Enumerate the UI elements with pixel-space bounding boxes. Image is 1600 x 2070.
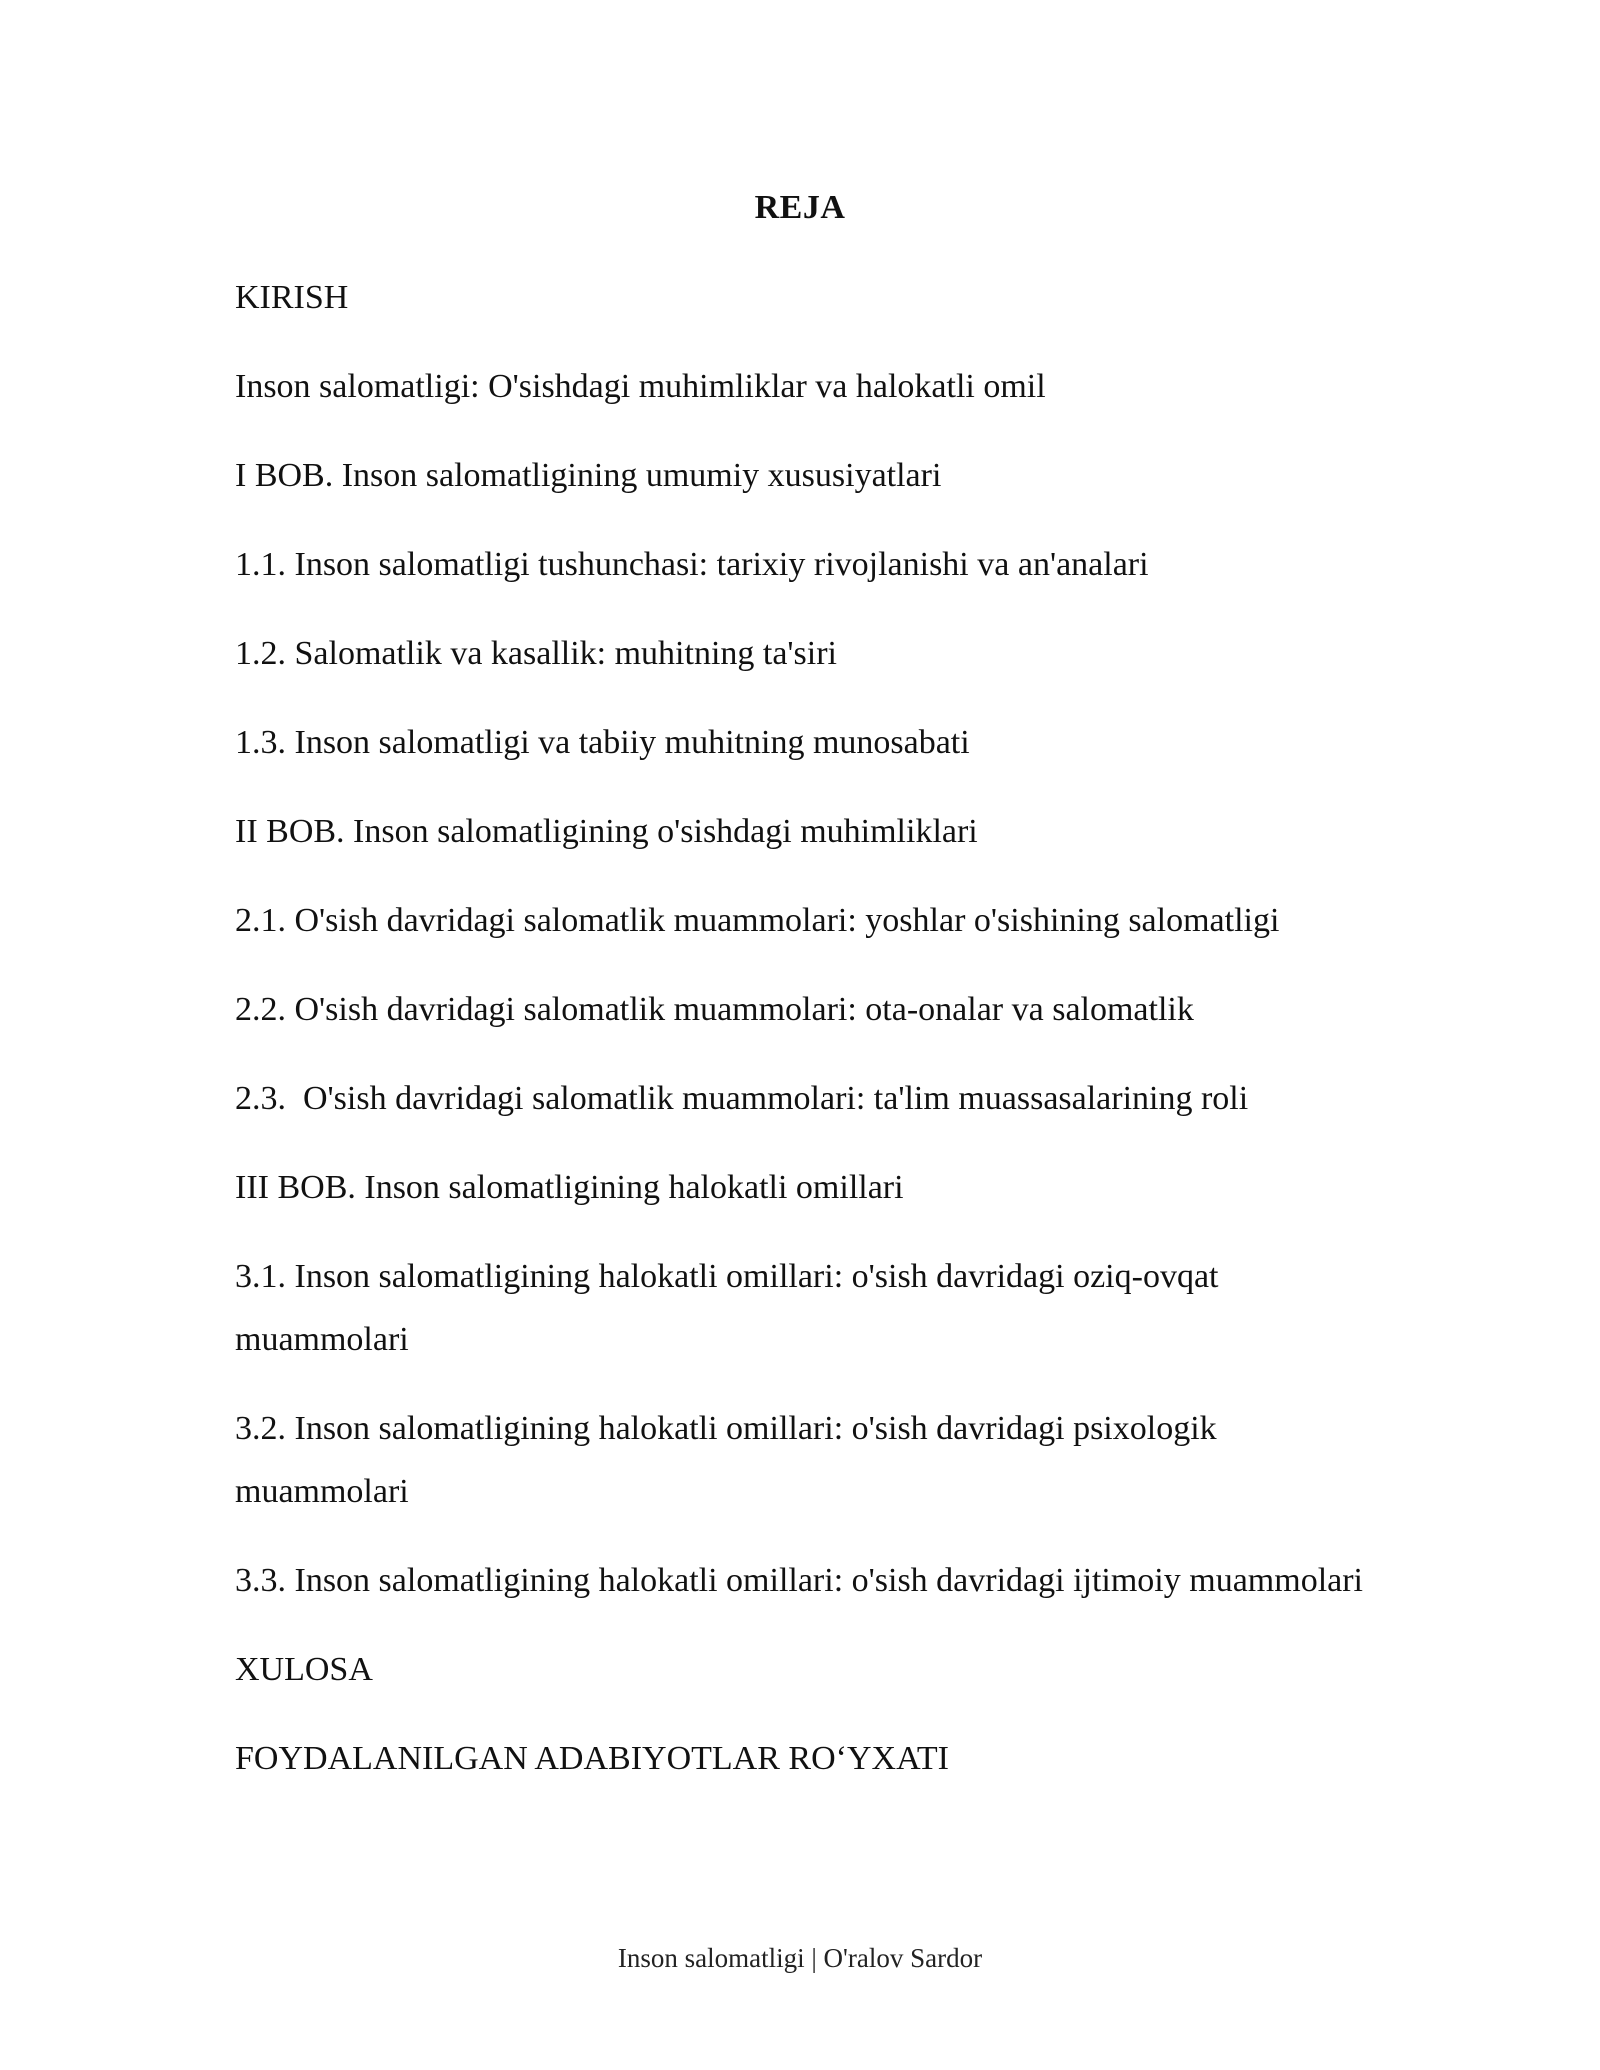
toc-item: 1.2. Salomatlik va kasallik: muhitning ta'siri bbox=[235, 635, 838, 672]
toc-item: XULOSA bbox=[235, 1651, 373, 1688]
toc-item: 3.2. Inson salomatligining halokatli omillari: o'sish davridagi psixologik muammolari bbox=[235, 1410, 1226, 1510]
toc-item: 3.1. Inson salomatligining halokatli omillari: o'sish davridagi oziq-ovqat muammolari bbox=[235, 1258, 1227, 1358]
table-of-contents bbox=[235, 266, 1385, 1816]
toc-item: 1.1. Inson salomatligi tushunchasi: tarixiy rivojlanishi va an'analari bbox=[235, 546, 1149, 583]
page-title: REJA bbox=[754, 189, 846, 226]
toc-item: FOYDALANILGAN ADABIYOTLAR RO‘YXATI bbox=[235, 1740, 949, 1777]
page-footer: Inson salomatligi | O'ralov Sardor bbox=[617, 1943, 983, 1973]
toc-item: 2.2. O'sish davridagi salomatlik muammolari: ota-onalar va salomatlik bbox=[235, 991, 1194, 1028]
toc-item: I BOB. Inson salomatligining umumiy xususiyatlari bbox=[235, 457, 942, 494]
toc-item: 2.1. O'sish davridagi salomatlik muammolari: yoshlar o'sishining salomatligi bbox=[235, 902, 1280, 939]
toc-item: 3.3. Inson salomatligining halokatli omillari: o'sish davridagi ijtimoiy muammolari bbox=[235, 1562, 1363, 1599]
toc-item: II BOB. Inson salomatligining o'sishdagi muhimliklari bbox=[235, 813, 978, 850]
toc-item: Inson salomatligi: O'sishdagi muhimliklar va halokatli omil bbox=[235, 368, 1046, 405]
toc-item: KIRISH bbox=[235, 279, 349, 316]
toc-item: III BOB. Inson salomatligining halokatli omillari bbox=[235, 1169, 904, 1206]
toc-item: 1.3. Inson salomatligi va tabiiy muhitning munosabati bbox=[235, 724, 970, 761]
toc-item: 2.3. O'sish davridagi salomatlik muammolari: ta'lim muassasalarining roli bbox=[235, 1080, 1249, 1117]
